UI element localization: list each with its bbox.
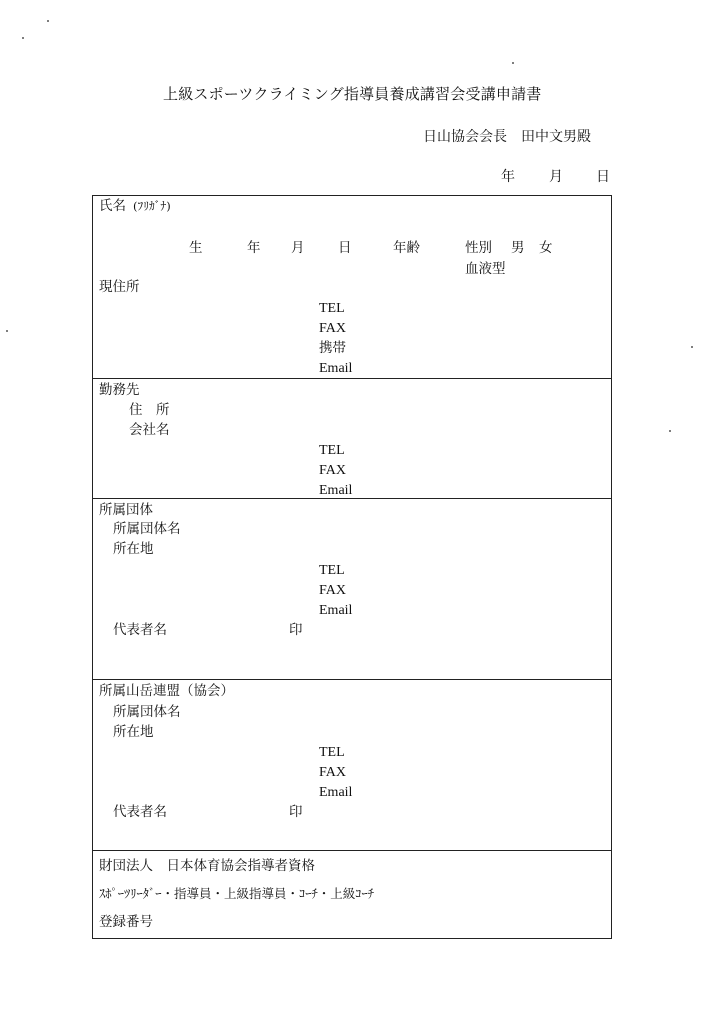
federation-email-label: Email <box>319 785 353 800</box>
federation-heading: 所属山岳連盟（協会） <box>99 683 234 699</box>
addressee: 日山協会会長 田中文男殿 <box>423 129 591 145</box>
gender-female-option: 女 <box>539 240 553 256</box>
birth-sei-label: 生 <box>189 240 203 256</box>
date-year-label: 年 <box>501 169 515 185</box>
workplace-email-label: Email <box>319 483 353 498</box>
qualification-options: ｽﾎﾟｰﾂﾘｰﾀﾞｰ・指導員・上級指導員・ｺｰﾁ・上級ｺｰﾁ <box>99 886 375 901</box>
organization-representative-label: 代表者名 <box>113 622 167 638</box>
federation-seal-mark: 印 <box>289 804 303 820</box>
federation-location-label: 所在地 <box>113 724 154 740</box>
organization-location-label: 所在地 <box>113 541 154 557</box>
registration-number-label: 登録番号 <box>99 914 153 930</box>
federation-representative-label: 代表者名 <box>113 804 167 820</box>
company-name-label: 会社名 <box>129 422 170 438</box>
birth-month-label: 月 <box>291 240 305 256</box>
section-applicant <box>93 196 611 379</box>
scan-speck <box>512 62 514 64</box>
federation-name-label: 所属団体名 <box>113 704 181 720</box>
organization-tel-label: TEL <box>319 563 345 578</box>
scan-speck <box>22 37 24 39</box>
organization-heading: 所属団体 <box>99 502 153 518</box>
scan-speck <box>47 20 49 22</box>
document-title: 上級スポーツクライミング指導員養成講習会受講申請書 <box>163 85 542 103</box>
mobile-label: 携帯 <box>319 340 346 356</box>
section-workplace <box>93 379 611 499</box>
application-form <box>92 195 612 939</box>
organization-email-label: Email <box>319 603 353 618</box>
date-day-label: 日 <box>596 169 610 185</box>
qualification-heading: 財団法人 日本体育協会指導者資格 <box>99 858 315 874</box>
gender-male-option: 男 <box>511 240 525 256</box>
section-federation <box>93 680 611 851</box>
birth-year-label: 年 <box>247 240 261 256</box>
organization-seal-mark: 印 <box>289 622 303 638</box>
gender-label: 性別 <box>465 240 492 256</box>
workplace-address-label: 住 所 <box>129 402 170 418</box>
scan-speck <box>6 330 8 332</box>
federation-fax-label: FAX <box>319 765 346 780</box>
fax-label: FAX <box>319 321 346 336</box>
federation-tel-label: TEL <box>319 745 345 760</box>
furigana-label: (ﾌﾘｶﾞﾅ) <box>133 199 171 213</box>
workplace-fax-label: FAX <box>319 463 346 478</box>
section-qualification <box>93 851 611 937</box>
organization-fax-label: FAX <box>319 583 346 598</box>
birth-day-label: 日 <box>338 240 352 256</box>
scan-speck <box>669 430 671 432</box>
blood-type-label: 血液型 <box>465 261 506 277</box>
name-label: 氏名 <box>99 198 126 214</box>
workplace-tel-label: TEL <box>319 443 345 458</box>
age-label: 年齢 <box>393 240 420 256</box>
scan-speck <box>691 346 693 348</box>
tel-label: TEL <box>319 301 345 316</box>
address-label: 現住所 <box>99 279 140 295</box>
date-month-label: 月 <box>549 169 563 185</box>
workplace-heading: 勤務先 <box>99 382 140 398</box>
organization-name-label: 所属団体名 <box>113 521 181 537</box>
email-label: Email <box>319 361 353 376</box>
section-organization <box>93 499 611 680</box>
